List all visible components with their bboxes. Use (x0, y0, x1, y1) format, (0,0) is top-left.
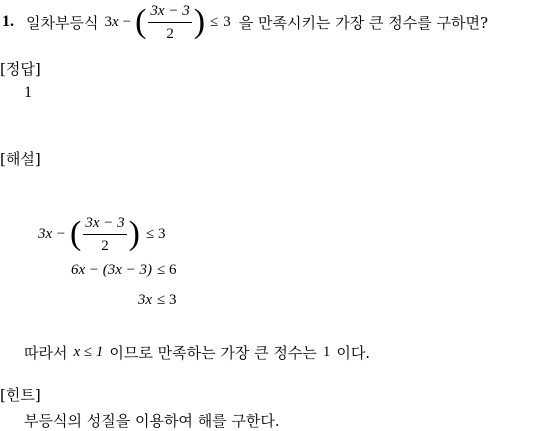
question-left-paren: ( (135, 3, 147, 40)
solution-label: [해설] (0, 150, 41, 168)
conclusion-math: x ≤ 1 (73, 344, 104, 360)
question-rhs: 3 (223, 13, 231, 30)
solution-line-1-rel: ≤ 3 (145, 225, 166, 242)
solution-line-2-rel: ≤ 6 (157, 262, 177, 278)
solution-left-paren: ( (70, 215, 82, 252)
question-line (2, 2, 488, 42)
solution-line-1 (38, 212, 165, 256)
solution-fraction-denominator: 2 (101, 237, 109, 254)
question-prefix: 일차부등식 (26, 13, 99, 32)
solution-fraction (83, 213, 126, 256)
solution-line-3-rel: ≤ 3 (157, 292, 177, 308)
question-coef: 3 (104, 13, 112, 30)
conclusion-text-b: 이므로 만족하는 가장 큰 정수는 (109, 344, 317, 362)
question-var: x (111, 13, 119, 30)
question-minus: − (122, 13, 132, 30)
solution-conclusion (24, 342, 370, 363)
question-number: 1. (2, 13, 14, 30)
question-fraction-denominator: 2 (166, 25, 174, 42)
answer-value: 1 (24, 84, 32, 101)
question-fraction-numerator: 3x − 3 (148, 1, 191, 23)
solution-line-2-left: 6x − (3x − 3) (70, 262, 152, 278)
hint-label: [힌트] (0, 386, 41, 404)
conclusion-text-c: 이다. (336, 344, 371, 362)
question-fraction (148, 1, 191, 44)
hint-text: 부등식의 성질을 이용하여 해를 구한다. (24, 412, 280, 430)
question-leq: ≤ (210, 13, 219, 30)
conclusion-number: 1 (322, 344, 331, 360)
answer-label: [정답] (0, 60, 41, 78)
question-suffix: 을 만족시키는 가장 큰 정수를 구하면? (238, 13, 488, 32)
solution-line-1-left: 3x − (38, 225, 67, 242)
question-right-paren: ) (193, 3, 206, 40)
solution-fraction-numerator: 3x − 3 (83, 213, 126, 235)
solution-line-3-left: 3x (137, 292, 152, 308)
solution-right-paren: ) (128, 215, 140, 252)
conclusion-text-a: 따라서 (24, 344, 68, 362)
